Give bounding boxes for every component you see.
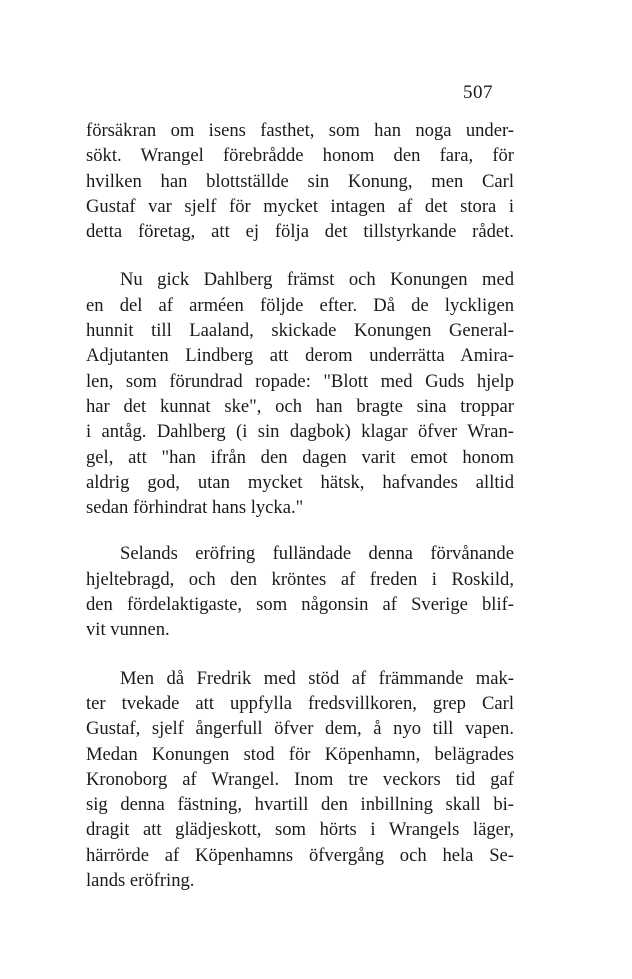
text-line: Gustaf var sjelf för mycket intagen af det stora i bbox=[86, 195, 514, 217]
text-line: har det kunnat ske", och han bragte sina troppar bbox=[86, 395, 514, 417]
text-line: Nu gick Dahlberg främst och Konungen med bbox=[120, 269, 514, 291]
text-line: Gustaf, sjelf ångerfull öfver dem, å nyo till vapen. bbox=[86, 718, 514, 740]
text-line: den fördelaktigaste, som någonsin af Sverige blif- bbox=[86, 594, 514, 616]
text-line: vit vunnen. bbox=[86, 619, 170, 641]
text-line: dragit att glädjeskott, som hörts i Wrangels läger, bbox=[86, 819, 514, 841]
text-line: Kronoborg af Wrangel. Inom tre veckors tid gaf bbox=[86, 768, 514, 790]
text-line: hjeltebragd, och den kröntes af freden i Roskild, bbox=[86, 568, 514, 590]
page-number: 507 bbox=[463, 82, 493, 103]
text-line: Men då Fredrik med stöd af främmande mak- bbox=[120, 667, 514, 689]
text-line: sedan förhindrat hans lycka." bbox=[86, 497, 304, 519]
paragraph-1 bbox=[86, 118, 514, 244]
text-line: försäkran om isens fasthet, som han noga under- bbox=[86, 120, 514, 141]
text-line: sökt. Wrangel förebrådde honom den fara, för bbox=[86, 145, 514, 167]
text-line: Medan Konungen stod för Köpenhamn, belägrades bbox=[86, 743, 514, 765]
text-line: sig denna fästning, hvartill den inbillning skall bi- bbox=[86, 794, 514, 816]
text-line: aldrig god, utan mycket hätsk, hafvandes alltid bbox=[86, 471, 514, 493]
paragraph-3 bbox=[86, 541, 514, 642]
text-line: i antåg. Dahlberg (i sin dagbok) klagar öfver Wran- bbox=[86, 421, 514, 443]
text-line: len, som förundrad ropade: "Blott med Guds hjelp bbox=[86, 370, 514, 392]
body-text bbox=[86, 118, 514, 893]
text-line: hvilken han blottställde sin Konung, men Carl bbox=[86, 170, 514, 192]
text-line: Selands eröfring fulländade denna förvånande bbox=[120, 543, 514, 565]
text-line: detta företag, att ej följa det tillstyrkande rådet. bbox=[86, 221, 514, 243]
text-line: Adjutanten Lindberg att derom underrätta Amira- bbox=[86, 345, 514, 367]
text-line: lands eröfring. bbox=[86, 870, 195, 892]
paragraph-2 bbox=[86, 267, 514, 520]
text-line: härrörde af Köpenhamns öfvergång och hela Se- bbox=[86, 844, 514, 866]
text-line: ter tvekade att uppfylla fredsvillkoren, grep Carl bbox=[86, 692, 514, 714]
text-line: en del af arméen följde efter. Då de lyckligen bbox=[86, 294, 514, 316]
text-line: gel, att "han ifrån den dagen varit emot honom bbox=[86, 446, 514, 468]
text-line: hunnit till Laaland, skickade Konungen General- bbox=[86, 320, 514, 342]
paragraph-4 bbox=[86, 666, 514, 894]
